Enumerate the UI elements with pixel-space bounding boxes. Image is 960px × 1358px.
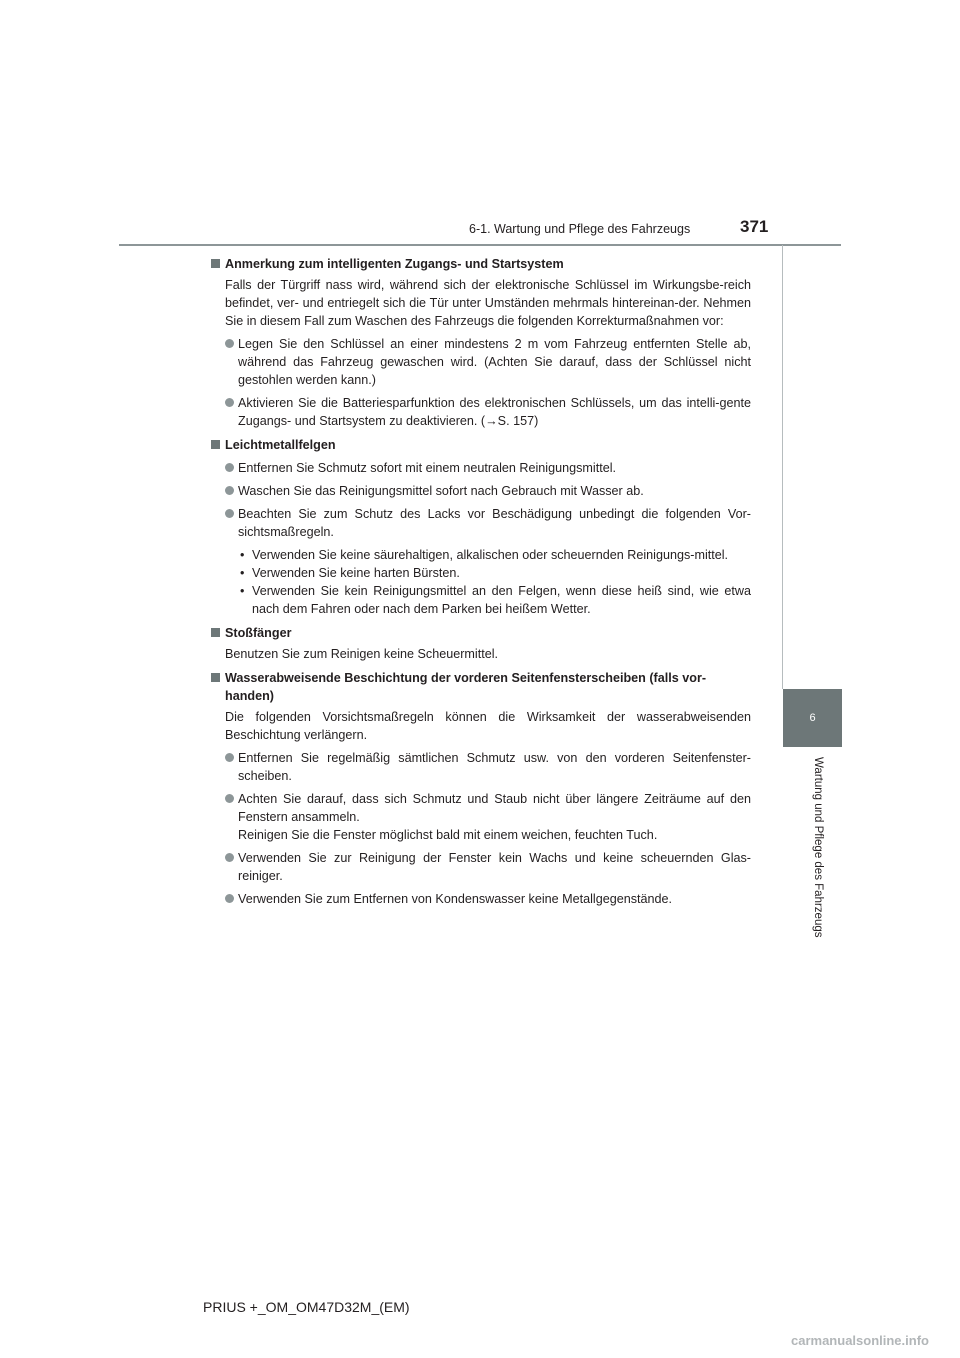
side-tab-rule (782, 245, 843, 689)
dot-bullet-icon: • (240, 584, 245, 598)
dot-bullet-icon: • (240, 548, 245, 562)
chapter-label: Wartung und Pflege des Fahrzeugs (812, 757, 824, 938)
sub-list-item: • Verwenden Sie keine säurehaltigen, alkalischen oder scheuernden Reinigungs-mittel. (240, 548, 729, 562)
header-rule (119, 244, 841, 246)
square-bullet-icon (211, 628, 220, 637)
circle-bullet-icon (225, 339, 234, 348)
list-item: Aktivieren Sie die Batteriesparfunktion des elektronischen Schlüssels, um das intelli-gente Zugangs- und Startsystem zu deaktivieren. (→S. 157) (211, 394, 751, 430)
list-item: Verwenden Sie zur Reinigung der Fenster kein Wachs und keine scheuernden Glas-reiniger. (211, 849, 751, 885)
list-item: Achten Sie darauf, dass sich Schmutz und Staub nicht über längere Zeiträume auf den Fenstern ansammeln. Reinigen Sie die Fenster möglichst bald mit einem weichen, feuchten Tuch. (211, 790, 751, 844)
list-item: Legen Sie den Schlüssel an einer mindestens 2 m vom Fahrzeug entfernten Stelle ab, während das Fahrzeug gewaschen wird. (Achten Sie darauf, dass der Schlüssel nicht gestohlen werden kann.) (211, 335, 751, 389)
chapter-tab (783, 689, 842, 747)
section-heading: Leichtmetallfelgen (211, 436, 751, 454)
list-item: Waschen Sie das Reinigungsmittel sofort nach Gebrauch mit Wasser ab. (211, 482, 751, 500)
section-heading: Anmerkung zum intelligenten Zugangs- und Startsystem (211, 255, 751, 273)
list-item: Entfernen Sie Schmutz sofort mit einem neutralen Reinigungsmittel. (211, 459, 751, 477)
circle-bullet-icon (225, 509, 234, 518)
circle-bullet-icon (225, 853, 234, 862)
circle-bullet-icon (225, 398, 234, 407)
circle-bullet-icon (225, 753, 234, 762)
list-item: Entfernen Sie regelmäßig sämtlichen Schmutz usw. von den vorderen Seitenfenster-scheiben. (211, 749, 751, 785)
section-heading: Stoßfänger (211, 624, 751, 642)
sub-list (211, 546, 751, 618)
paragraph: Die folgenden Vorsichtsmaßregeln können die Wirksamkeit der wasserabweisenden Beschichtung verlängern. (225, 710, 751, 742)
section-heading: Wasserabweisende Beschichtung der vorderen Seitenfensterscheiben (falls vor-handen) (211, 669, 751, 705)
header-section-title: 6-1. Wartung und Pflege des Fahrzeugs (469, 222, 691, 236)
chapter-number: 6 (809, 712, 816, 724)
page-content (211, 255, 751, 908)
sub-list-item: • Verwenden Sie keine harten Bürsten. (240, 566, 460, 580)
square-bullet-icon (211, 440, 220, 449)
watermark: carmanualsonline.info (791, 1333, 929, 1348)
circle-bullet-icon (225, 794, 234, 803)
sub-list-item: • Verwenden Sie kein Reinigungsmittel an den Felgen, wenn diese heiß sind, wie etwa nach dem Fahren oder nach dem Parken bei heißem Wetter. (240, 584, 751, 616)
paragraph: Falls der Türgriff nass wird, während sich der elektronische Schlüssel im Wirkungsbe-reich befindet, ver- und entriegelt sich die Tür unter Umständen mehrmals hintereinan-der. Nehmen Sie in diesem Fall zum Waschen des Fahrzeugs die folgenden Korrekturmaßnahmen vor: (225, 278, 751, 328)
paragraph: Benutzen Sie zum Reinigen keine Scheuermittel. (225, 647, 499, 661)
circle-bullet-icon (225, 463, 234, 472)
page-number: 371 (740, 217, 769, 236)
dot-bullet-icon: • (240, 566, 245, 580)
list-item: Verwenden Sie zum Entfernen von Kondenswasser keine Metallgegenstände. (211, 890, 751, 908)
circle-bullet-icon (225, 486, 234, 495)
document-code: PRIUS +_OM_OM47D32M_(EM) (203, 1299, 410, 1315)
circle-bullet-icon (225, 894, 234, 903)
list-item: Beachten Sie zum Schutz des Lacks vor Beschädigung unbedingt die folgenden Vor-sichtsmaßregeln. (211, 505, 751, 541)
square-bullet-icon (211, 259, 220, 268)
square-bullet-icon (211, 673, 220, 682)
